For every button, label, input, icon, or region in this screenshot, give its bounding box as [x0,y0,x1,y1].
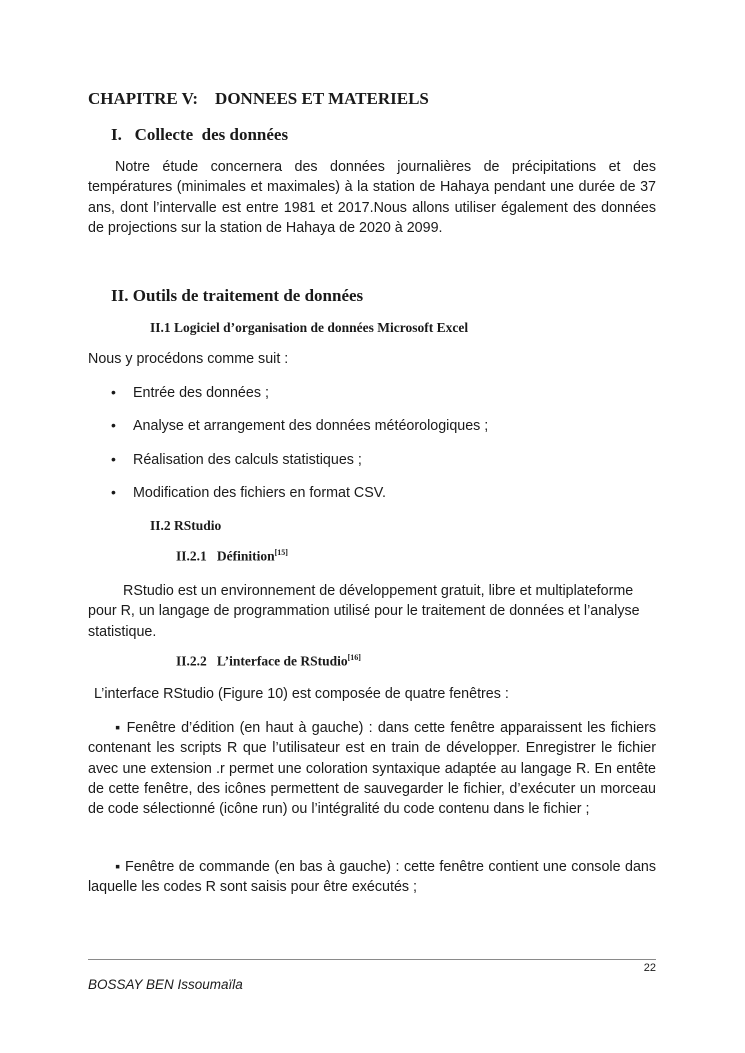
paragraph-command-window [88,857,656,898]
subsection-heading-excel: II.1 Logiciel d’organisation de données Microsoft Excel [150,320,469,335]
footer-divider [88,959,656,960]
list-item: Réalisation des calculs statistiques ; [133,452,362,468]
bullet-dot-icon: • [111,417,116,433]
interface-heading-text: II.2.2 L’interface de RStudio [176,653,348,669]
section-heading-outils: II. Outils de traitement de données [111,286,364,305]
interface-intro: L’interface RStudio (Figure 10) est composée de quatre fenêtres : [94,686,509,702]
chapter-title: CHAPITRE V: DONNEES ET MATERIELS [88,89,429,108]
list-item: Modification des fichiers en format CSV. [133,485,386,501]
paragraph-collecte: Notre étude concernera des données journalières de précipitations et des températures (minimales et maximales) à la station de Hahaya pendant une durée de 37 ans, dont l’intervalle est entre 1981 et 2017.Nous allons utiliser également des données de projections sur la station de Hahaya de 2020 à 2099. [88,159,656,236]
section-heading-collecte: I. Collecte des données [111,125,289,144]
bullet-dot-icon: • [111,484,116,500]
definition-heading-text: II.2.1 Définition [176,548,275,564]
square-bullet-icon: ▪ [115,720,127,736]
subsubsection-heading-definition [176,548,288,565]
excel-intro: Nous y procédons comme suit : [88,351,289,367]
paragraph-definition: RStudio est un environnement de développement gratuit, libre et multiplateforme pour R, un langage de programmation utilisé pour le traitement de données et l’analyse statistique. [88,583,640,640]
footer-author: BOSSAY BEN Issoumaïla [88,977,243,992]
citation-ref: [16] [347,653,361,662]
subsubsection-heading-interface [176,653,361,670]
list-item: Analyse et arrangement des données météorologiques ; [133,418,489,434]
paragraph-edition-window [88,718,656,819]
list-item: Entrée des données ; [133,385,269,401]
bullet-dot-icon: • [111,451,116,467]
edition-window-text: Fenêtre d’édition (en haut à gauche) : dans cette fenêtre apparaissent les fichiers contenant les scripts R que l’utilisateur est en train de développer. Enregistrer le fichier avec une extension .r permet une coloration syntaxique adaptée au langage R. En entête de cette fenêtre, des icônes permettent de sauvegarder le fichier, d’exécuter un morceau de code sélectionné (icône run) ou l’intégralité du code contenu dans le fichier ; [88,720,656,818]
command-window-text: Fenêtre de commande (en bas à gauche) : cette fenêtre contient une console dans laquelle les codes R sont saisis pour être exécutés ; [88,859,656,896]
page-number: 22 [643,962,656,974]
citation-ref: [15] [274,548,288,557]
subsection-heading-rstudio: II.2 RStudio [150,518,222,533]
square-bullet-icon: ▪ [115,859,126,875]
bullet-dot-icon: • [111,384,116,400]
